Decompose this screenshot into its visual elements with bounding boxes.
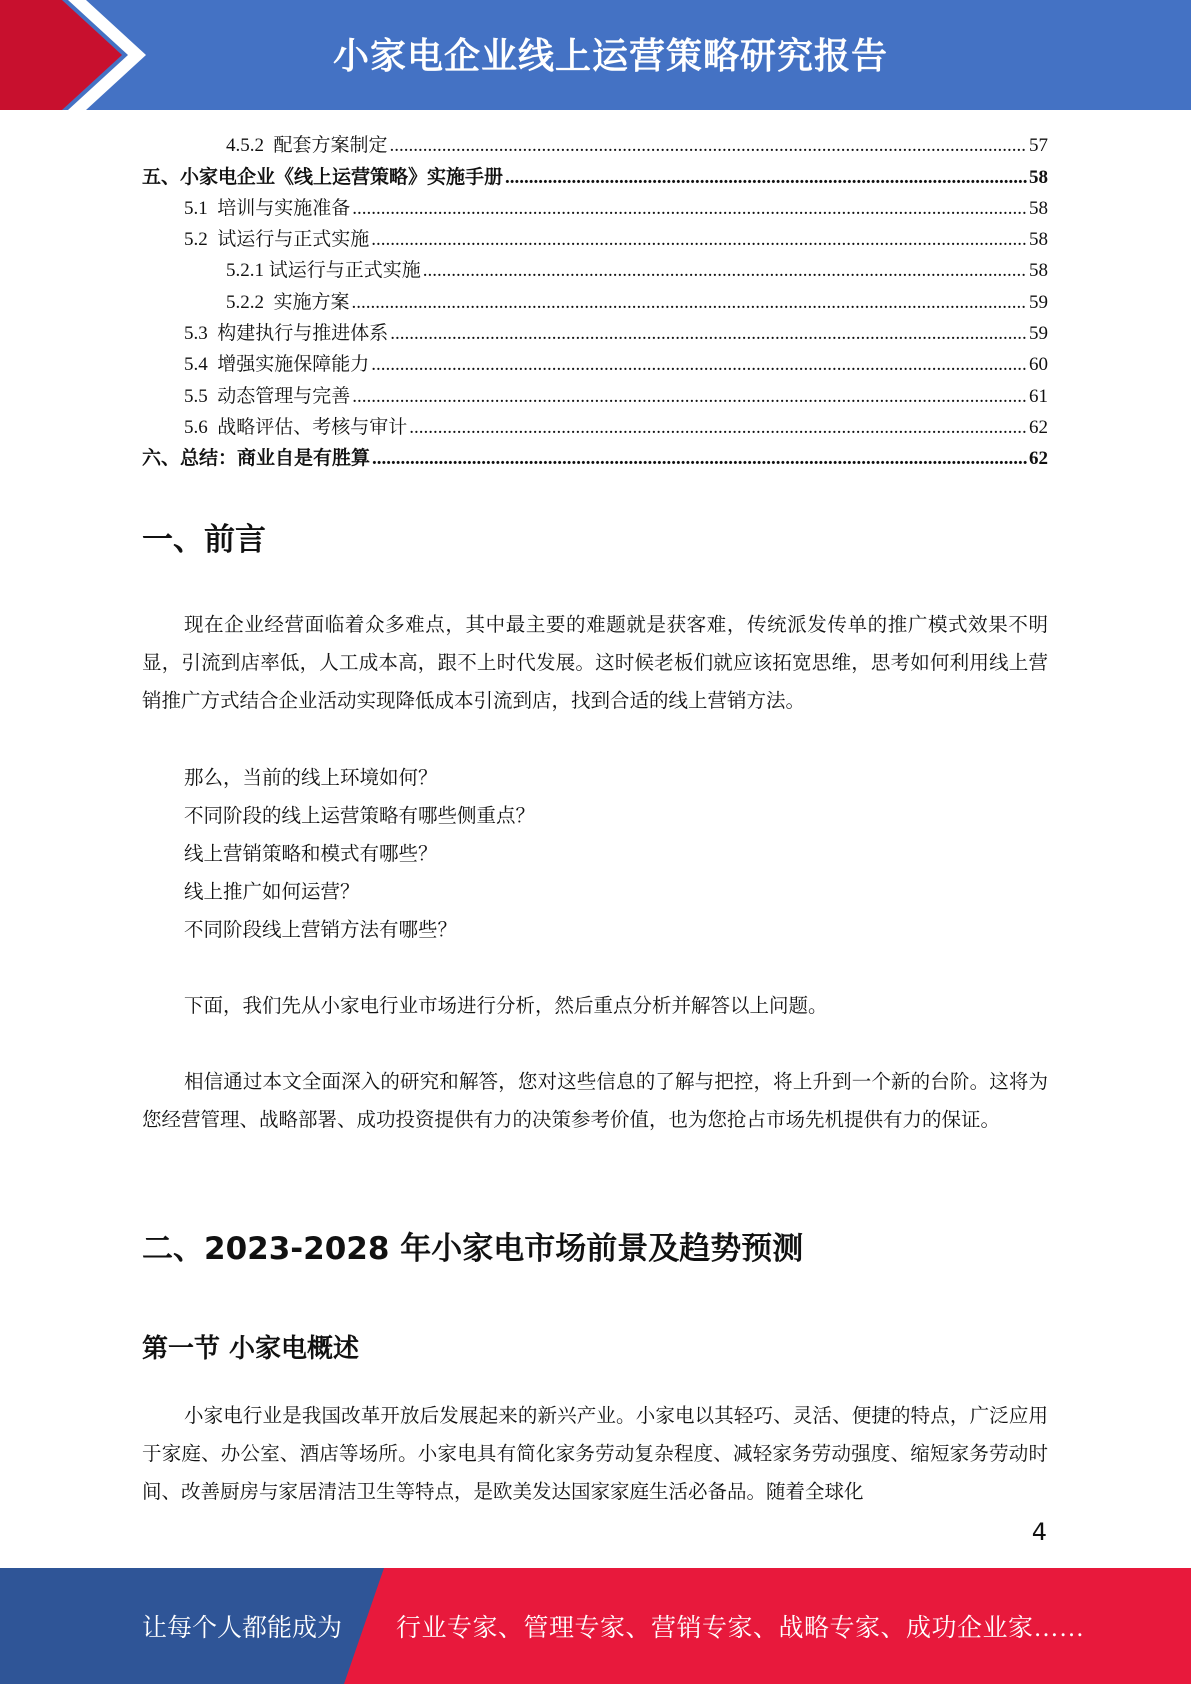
toc-leader-dots	[371, 352, 1027, 378]
toc-entry-title: 5.2.2 实施方案	[226, 291, 350, 313]
header-title: 小家电企业线上运营策略研究报告	[332, 36, 888, 77]
toc-entry-page: 57	[1029, 135, 1048, 157]
toc-entry-page: 58	[1029, 229, 1048, 251]
toc-entry[interactable]	[142, 191, 1048, 222]
toc-entry[interactable]	[142, 347, 1048, 378]
page-number: 4	[1031, 1518, 1047, 1546]
footer-slogan-left: 让每个人都能成为	[142, 1615, 343, 1642]
toc-entry-page: 62	[1029, 416, 1048, 438]
toc-entry-title: 5.1 培训与实施准备	[184, 197, 351, 219]
toc-leader-dots	[423, 258, 1027, 284]
page-footer	[0, 1568, 1191, 1684]
section-heading-market-outlook: 二、2023-2028 年小家电市场前景及趋势预测	[142, 1231, 804, 1267]
question-item: 不同阶段的线上运营策略有哪些侧重点？	[184, 806, 536, 827]
toc-leader-dots	[505, 165, 1027, 191]
toc-entry-page: 59	[1029, 323, 1048, 345]
footer-slogan-right: 行业专家、管理专家、营销专家、战略专家、成功企业家……	[396, 1615, 1085, 1642]
toc-entry-title: 5.5 动态管理与完善	[184, 385, 351, 407]
toc-entry-title: 4.5.2 配套方案制定	[226, 135, 388, 157]
preface-paragraph-1: 现在企业经营面临着众多难点，其中最主要的难题就是获客难，传统派发传单的推广模式效果不明显，引流到店率低，人工成本高，跟不上时代发展。这时候老板们就应该拓宽思维，思考如何利用线上营销推广方式结合企业活动实现降低成本引流到店，找到合适的线上营销方法。	[142, 615, 1048, 712]
toc-leader-dots	[390, 321, 1027, 347]
question-item: 那么，当前的线上环境如何？	[184, 768, 438, 789]
toc-entry-title: 5.2.1 试运行与正式实施	[226, 260, 421, 282]
toc-entry-title: 五、小家电企业《线上运营策略》实施手册	[142, 166, 504, 188]
toc-entry-page: 58	[1029, 197, 1048, 219]
preface-paragraph-3: 相信通过本文全面深入的研究和解答，您对这些信息的了解与把控，将上升到一个新的台阶。这将为您经营管理、战略部署、成功投资提供有力的决策参考价值，也为您抢占市场先机提供有力的保证。	[142, 1072, 1048, 1131]
toc-leader-dots	[372, 446, 1027, 472]
toc-entry[interactable]	[142, 284, 1048, 315]
toc-entry[interactable]	[142, 128, 1048, 159]
toc-entry[interactable]	[142, 316, 1048, 347]
toc-entry[interactable]	[142, 159, 1048, 190]
question-item: 线上推广如何运营？	[184, 882, 360, 903]
toc-entry-page: 59	[1029, 291, 1048, 313]
toc-entry-page: 62	[1029, 448, 1048, 470]
toc-entry[interactable]	[142, 378, 1048, 409]
toc-entry-page: 61	[1029, 385, 1048, 407]
toc-leader-dots	[409, 415, 1027, 441]
toc-entry-title: 5.2 试运行与正式实施	[184, 229, 370, 251]
toc-entry-title: 六、总结：商业自是有胜算	[142, 448, 371, 470]
toc-entry[interactable]	[142, 253, 1048, 284]
page-header	[0, 0, 1191, 110]
question-item: 不同阶段线上营销方法有哪些？	[184, 920, 458, 941]
question-item: 线上营销策略和模式有哪些？	[184, 844, 438, 865]
toc-entry-title: 5.4 增强实施保障能力	[184, 354, 370, 376]
toc-entry-title: 5.6 战略评估、考核与审计	[184, 416, 408, 438]
overview-paragraph-1: 小家电行业是我国改革开放后发展起来的新兴产业。小家电以其轻巧、灵活、便捷的特点，广泛应用于家庭、办公室、酒店等场所。小家电具有简化家务劳动复杂程度、减轻家务劳动强度、缩短家务劳动时间、改善厨房与家居清洁卫生等特点，是欧美发达国家家庭生活必备品。随着全球化	[142, 1406, 1048, 1503]
toc-leader-dots	[371, 227, 1027, 253]
toc-leader-dots	[352, 384, 1027, 410]
toc-entry[interactable]	[142, 410, 1048, 441]
toc-leader-dots	[352, 290, 1027, 316]
section-heading-preface: 一、前言	[142, 522, 266, 558]
toc-entry-page: 58	[1029, 260, 1048, 282]
toc-entry[interactable]	[142, 441, 1048, 472]
toc-leader-dots	[390, 133, 1027, 159]
table-of-contents	[142, 128, 1048, 472]
toc-entry[interactable]	[142, 222, 1048, 253]
toc-entry-title: 5.3 构建执行与推进体系	[184, 323, 389, 345]
subsection-heading-overview: 第一节 小家电概述	[142, 1334, 360, 1364]
toc-entry-page: 60	[1029, 354, 1048, 376]
toc-entry-page: 58	[1029, 166, 1048, 188]
preface-paragraph-2: 下面，我们先从小家电行业市场进行分析，然后重点分析并解答以上问题。	[184, 996, 828, 1017]
toc-leader-dots	[352, 196, 1027, 222]
question-list	[184, 760, 535, 950]
